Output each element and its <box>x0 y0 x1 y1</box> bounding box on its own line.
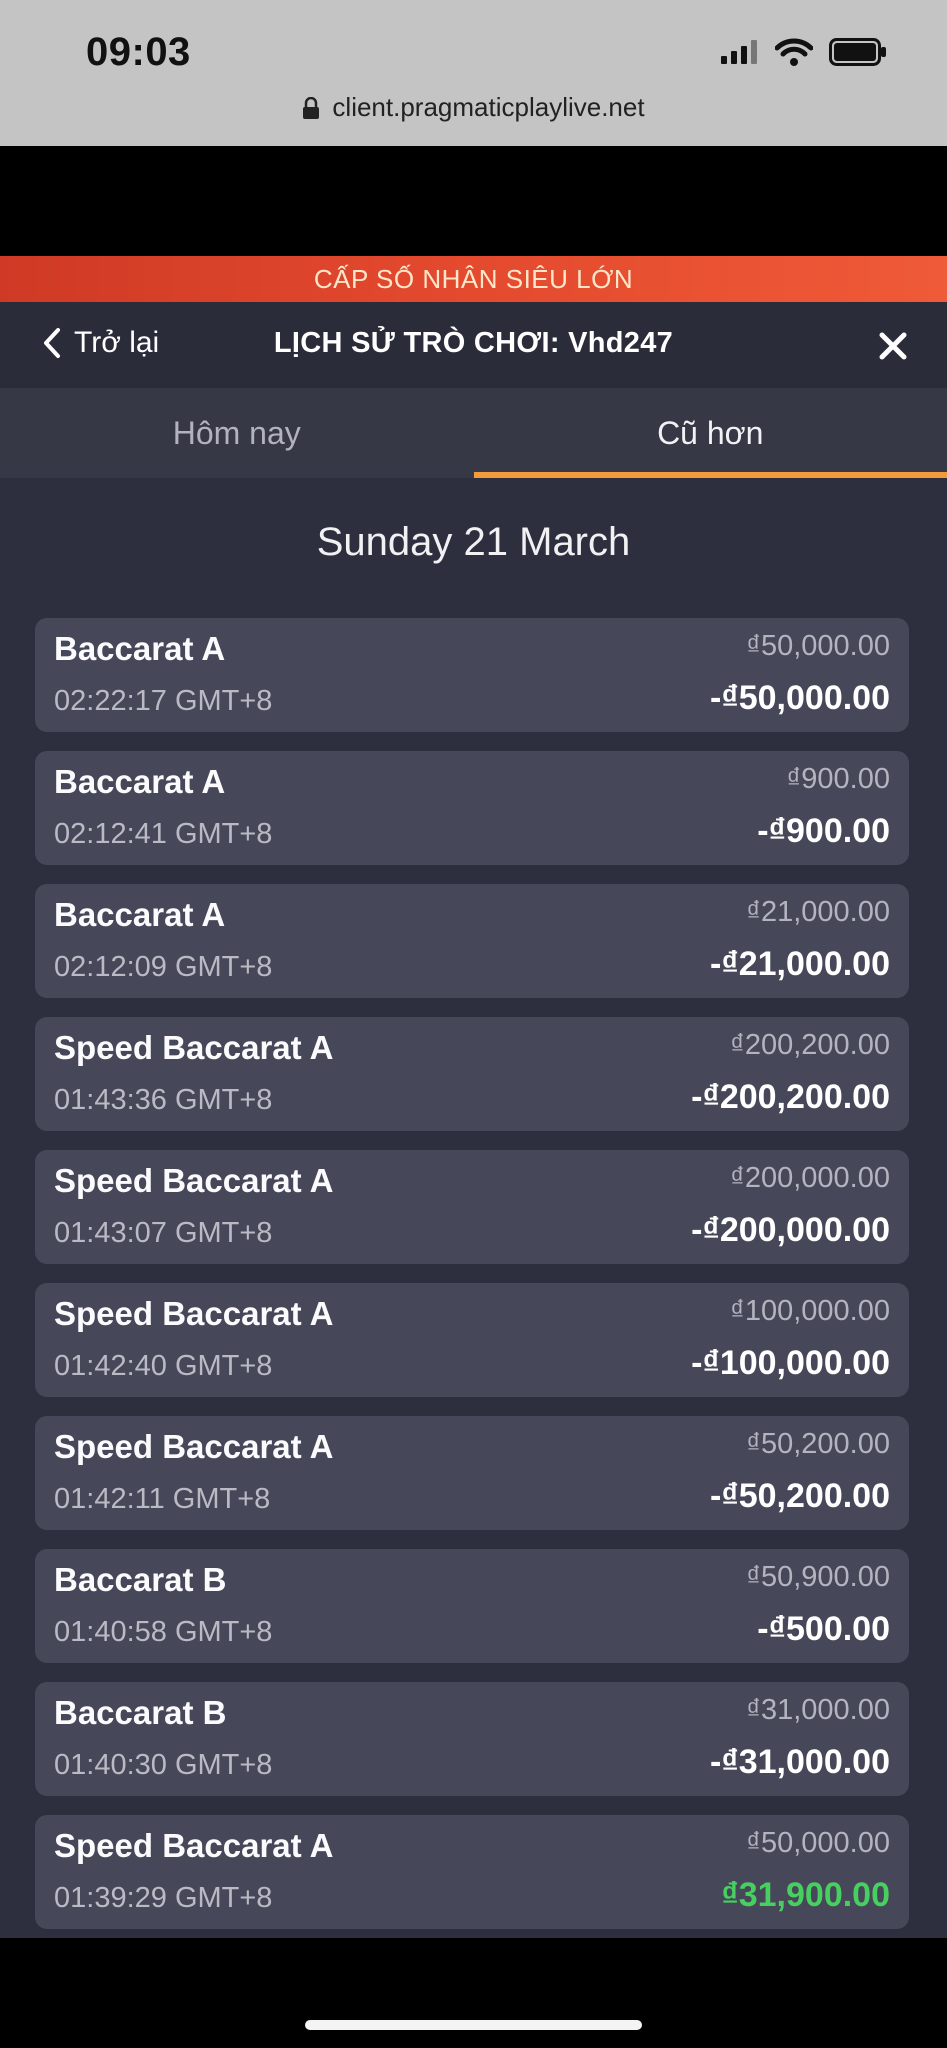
browser-status-bar <box>0 0 947 146</box>
result-amount: -₫31,000.00 <box>709 1743 890 1781</box>
result-amount: -₫200,000.00 <box>691 1211 890 1249</box>
wifi-icon <box>775 38 813 66</box>
bet-amount: ₫31,000.00 <box>746 1694 890 1726</box>
history-row[interactable] <box>35 1549 909 1663</box>
history-header <box>0 302 947 388</box>
result-amount: ₫31,900.00 <box>721 1876 890 1914</box>
game-name: Speed Baccarat A <box>54 1428 334 1465</box>
history-row[interactable] <box>35 884 909 998</box>
game-name: Baccarat B <box>54 1561 227 1598</box>
signal-icon <box>721 40 759 64</box>
game-name: Baccarat A <box>54 763 226 800</box>
close-button[interactable] <box>873 326 913 366</box>
home-indicator <box>305 2020 642 2030</box>
bet-amount: ₫50,200.00 <box>746 1428 890 1460</box>
history-row[interactable] <box>35 1283 909 1397</box>
round-time: 02:12:09 GMT+8 <box>54 951 273 983</box>
history-row[interactable] <box>35 1815 909 1929</box>
result-amount: -₫50,000.00 <box>709 679 890 717</box>
game-name: Baccarat A <box>54 896 226 933</box>
close-icon <box>873 326 913 366</box>
result-amount: -₫100,000.00 <box>691 1344 890 1382</box>
round-time: 01:40:58 GMT+8 <box>54 1616 273 1648</box>
round-time: 01:43:07 GMT+8 <box>54 1217 273 1249</box>
bet-amount: ₫50,900.00 <box>746 1561 890 1593</box>
tab-older[interactable]: Cũ hơn <box>474 388 947 478</box>
history-tabs <box>0 388 947 478</box>
url-text: client.pragmaticplaylive.net <box>332 92 645 122</box>
round-time: 01:40:30 GMT+8 <box>54 1749 273 1781</box>
history-row[interactable] <box>35 1150 909 1264</box>
history-row[interactable] <box>35 1017 909 1131</box>
page-title: LỊCH SỬ TRÒ CHƠI: Vhd247 <box>273 327 674 359</box>
result-amount: -₫900.00 <box>757 812 890 850</box>
game-name: Speed Baccarat A <box>54 1827 334 1864</box>
bet-amount: ₫200,000.00 <box>729 1162 890 1194</box>
status-icons <box>721 38 887 66</box>
round-time: 02:22:17 GMT+8 <box>54 685 273 717</box>
round-time: 01:42:40 GMT+8 <box>54 1350 273 1382</box>
result-amount: -₫50,200.00 <box>709 1477 890 1515</box>
history-row[interactable] <box>35 618 909 732</box>
game-name: Speed Baccarat A <box>54 1295 334 1332</box>
result-amount: -₫21,000.00 <box>709 945 890 983</box>
back-label: Trở lại <box>74 326 160 359</box>
history-row[interactable] <box>35 1416 909 1530</box>
history-list <box>35 618 909 1948</box>
history-content <box>0 478 947 1938</box>
bet-amount: ₫21,000.00 <box>746 896 890 928</box>
bet-amount: ₫50,000.00 <box>746 1827 890 1859</box>
bet-amount: ₫200,200.00 <box>729 1029 890 1061</box>
history-row[interactable] <box>35 1682 909 1796</box>
clock: 09:03 <box>86 30 191 74</box>
round-time: 01:42:11 GMT+8 <box>54 1483 271 1515</box>
result-amount: -₫200,200.00 <box>691 1078 890 1116</box>
video-area <box>0 146 947 256</box>
history-row[interactable] <box>35 751 909 865</box>
bet-amount: ₫900.00 <box>786 763 890 795</box>
game-name: Baccarat B <box>54 1694 227 1731</box>
tab-today[interactable]: Hôm nay <box>172 415 301 451</box>
game-name: Speed Baccarat A <box>54 1162 334 1199</box>
round-time: 01:43:36 GMT+8 <box>54 1084 273 1116</box>
lock-icon <box>302 97 320 119</box>
bet-amount: ₫50,000.00 <box>746 630 890 662</box>
round-time: 01:39:29 GMT+8 <box>54 1882 273 1914</box>
address-bar[interactable] <box>0 92 947 123</box>
bet-amount: ₫100,000.00 <box>729 1295 890 1327</box>
battery-icon <box>829 38 887 66</box>
game-name: Baccarat A <box>54 630 226 667</box>
game-name: Speed Baccarat A <box>54 1029 334 1066</box>
promo-banner: CẤP SỐ NHÂN SIÊU LỚN <box>0 256 947 302</box>
round-time: 02:12:41 GMT+8 <box>54 818 273 850</box>
result-amount: -₫500.00 <box>757 1610 890 1648</box>
date-heading: Sunday 21 March <box>316 520 631 564</box>
